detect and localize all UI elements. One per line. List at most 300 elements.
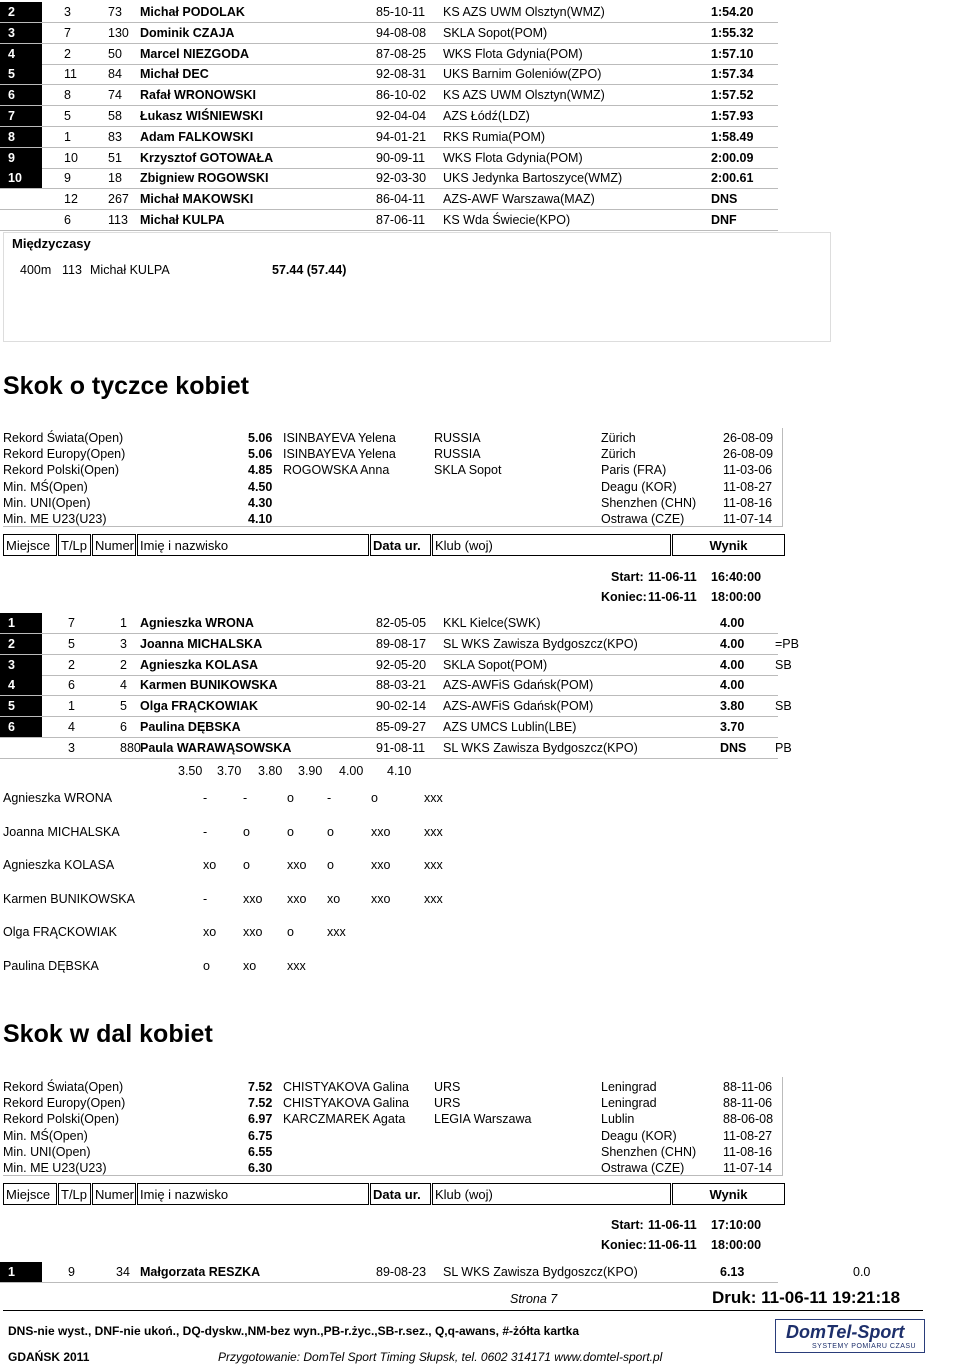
birth-date: 85-10-11 [376, 5, 426, 19]
place-cell [0, 148, 42, 169]
split-name: Michał KULPA [90, 263, 170, 277]
club: AZS Łódź(LDZ) [443, 109, 530, 123]
pv-start-label: Start: [611, 570, 644, 584]
result-row [0, 613, 778, 634]
result-row [0, 106, 778, 127]
athlete-name: Michał DEC [140, 67, 209, 82]
birth-date: 87-08-25 [376, 46, 427, 61]
record-note: 0.0 [853, 1265, 871, 1279]
lane: 8 [64, 88, 71, 103]
record-place: Shenzhen (CHN) [601, 495, 697, 510]
bib: 84 [108, 67, 122, 82]
record-country: URS [434, 1096, 461, 1111]
trial-mark: - [203, 891, 208, 906]
birth-date: 92-08-31 [376, 67, 427, 82]
record-athlete: ISINBAYEVA Yelena [283, 447, 396, 462]
birth-date: 89-08-23 [376, 1265, 427, 1279]
trial-mark: - [203, 791, 208, 805]
place: 4 [8, 678, 15, 693]
birth-date: 92-05-20 [376, 657, 427, 672]
lane: 7 [64, 25, 71, 40]
trial-mark: xxx [424, 791, 443, 805]
place: 2 [8, 636, 15, 651]
record-athlete: KARCZMAREK Agata [283, 1112, 406, 1127]
height-label: 3.90 [298, 764, 323, 778]
club: SL WKS Zawisza Bydgoszcz(KPO) [443, 636, 638, 651]
athlete-name: Olga FRĄCKOWIAK [140, 699, 259, 714]
athlete-name: Dominik CZAJA [140, 25, 235, 40]
height-label: 3.80 [258, 764, 283, 778]
place-cell [0, 127, 42, 148]
place: 10 [8, 171, 22, 186]
trial-mark: xxo [371, 891, 391, 906]
records-border [3, 428, 783, 527]
trial-mark: xo [203, 925, 217, 940]
record-note: =PB [775, 636, 799, 651]
athlete-name: Marcel NIEZGODA [140, 46, 250, 61]
header-result: Wynik [672, 1183, 785, 1205]
lane: 4 [68, 720, 75, 734]
trial-mark: xxx [327, 925, 346, 940]
place: 5 [8, 699, 15, 714]
birth-date: 86-10-02 [376, 88, 427, 103]
header-dob: Data ur. [370, 1183, 431, 1205]
record-value: 7.52 [248, 1096, 273, 1111]
bib: 50 [108, 46, 122, 61]
place-cell [0, 675, 42, 696]
record-label: Min. MŚ(Open) [3, 479, 88, 494]
trial-mark: o [327, 858, 334, 873]
record-label: Rekord Świata(Open) [3, 431, 124, 445]
header-club: Klub (woj) [432, 1183, 671, 1205]
record-place: Leningrad [601, 1080, 657, 1094]
birth-date: 91-08-11 [376, 740, 426, 755]
athlete-name: Agnieszka KOLASA [140, 657, 259, 672]
trial-mark: - [203, 824, 208, 839]
place: 1 [8, 1265, 15, 1279]
athlete-name: Paula WARAWĄSOWSKA [140, 740, 292, 755]
lane: 12 [64, 192, 78, 207]
record-place: Ostrawa (CZE) [601, 512, 685, 526]
bib: 83 [108, 129, 122, 144]
result: 2:00.61 [711, 171, 754, 186]
header-dob: Data ur. [370, 534, 431, 556]
bib: 2 [120, 657, 127, 672]
logo-main: DomTel-Sport [786, 1322, 905, 1342]
logo-sub: SYSTEMY POMIARU CZASU [812, 1343, 917, 1350]
trial-mark: xxo [287, 858, 307, 873]
result: 1:57.52 [711, 88, 754, 103]
bib: 18 [108, 171, 122, 186]
record-date: 11-08-27 [723, 479, 773, 494]
record-date: 88-11-06 [723, 1096, 773, 1111]
record-date: 11-08-16 [723, 495, 773, 510]
trial-athlete: Paulina DĘBSKA [3, 959, 99, 973]
bib: 267 [108, 192, 129, 207]
row-divider [0, 758, 778, 759]
record-value: 5.06 [248, 447, 273, 462]
record-label: Min. MŚ(Open) [3, 1128, 88, 1143]
record-value: 4.10 [248, 512, 273, 526]
club: KS AZS UWM Olsztyn(WMZ) [443, 5, 605, 19]
trial-mark: xxo [243, 891, 263, 906]
record-note: SB [775, 657, 792, 672]
result: 2:00.09 [711, 150, 754, 165]
result: 1:57.10 [711, 46, 754, 61]
place-cell [0, 696, 42, 717]
result: DNS [720, 740, 747, 755]
club: KS AZS UWM Olsztyn(WMZ) [443, 88, 605, 103]
result: 4.00 [720, 636, 745, 651]
record-place: Deagu (KOR) [601, 1128, 677, 1143]
result-row [0, 148, 778, 169]
result-row [0, 655, 792, 676]
result-row [0, 189, 778, 210]
height-label: 3.70 [217, 764, 242, 778]
trial-mark: xo [243, 959, 257, 973]
lane: 6 [64, 213, 71, 227]
records-border [3, 1077, 783, 1176]
bib: 130 [108, 25, 129, 40]
birth-date: 85-09-27 [376, 720, 427, 734]
place-cell [0, 2, 42, 23]
club: AZS UMCS Lublin(LBE) [443, 720, 577, 734]
place: 8 [8, 129, 15, 144]
record-date: 11-07-14 [723, 512, 773, 526]
athlete-name: Paulina DĘBSKA [140, 720, 241, 734]
record-athlete: CHISTYAKOVA Galina [283, 1080, 409, 1094]
record-value: 4.30 [248, 495, 273, 510]
result: 3.80 [720, 699, 745, 714]
place-cell [0, 44, 42, 65]
record-place: Zürich [601, 447, 636, 462]
bib: 58 [108, 109, 122, 123]
lane: 10 [64, 150, 78, 165]
place-cell [0, 64, 42, 85]
birth-date: 89-08-17 [376, 636, 427, 651]
footer-city: GDAŃSK 2011 [8, 1350, 90, 1364]
birth-date: 90-09-11 [376, 150, 426, 165]
place-cell [0, 106, 42, 127]
trial-mark: o [287, 824, 294, 839]
athlete-name: Zbigniew ROGOWSKI [140, 171, 269, 186]
athlete-name: Krzysztof GOTOWAŁA [140, 150, 274, 165]
record-label: Rekord Polski(Open) [3, 463, 120, 478]
athlete-name: Adam FALKOWSKI [140, 129, 254, 144]
record-place: Deagu (KOR) [601, 479, 677, 494]
record-value: 6.55 [248, 1144, 273, 1159]
record-place: Shenzhen (CHN) [601, 1144, 697, 1159]
height-label: 4.10 [387, 764, 412, 778]
record-country: RUSSIA [434, 431, 481, 445]
trial-mark: o [287, 791, 294, 805]
record-date: 11-07-14 [723, 1161, 773, 1175]
trial-mark: - [327, 791, 332, 805]
bib: 34 [116, 1265, 130, 1279]
bib: 3 [120, 636, 127, 651]
page-number: Strona 7 [510, 1292, 558, 1306]
record-note: PB [775, 740, 792, 755]
birth-date: 94-01-21 [376, 129, 427, 144]
result: 4.00 [720, 616, 745, 630]
result: 1:57.93 [711, 109, 754, 123]
footer-prep: Przygotowanie: DomTel Sport Timing Słupsk, tel. 0602 314171 www.domtel-sport.pl [218, 1350, 663, 1364]
athlete-name: Karmen BUNIKOWSKA [140, 678, 278, 693]
place-cell [0, 168, 42, 189]
place: 4 [8, 46, 15, 61]
lane: 1 [68, 699, 75, 714]
club: UKS Jedynka Bartoszyce(WMZ) [443, 171, 623, 186]
record-label: Rekord Polski(Open) [3, 1112, 120, 1127]
record-value: 6.30 [248, 1161, 273, 1175]
trial-athlete: Karmen BUNIKOWSKA [3, 891, 135, 906]
result: 3.70 [720, 720, 745, 734]
birth-date: 88-03-21 [376, 678, 427, 693]
record-date: 88-06-08 [723, 1112, 774, 1127]
record-country: LEGIA Warszawa [434, 1112, 532, 1127]
lane: 11 [64, 67, 77, 82]
place: 3 [8, 25, 15, 40]
birth-date: 86-04-11 [376, 192, 426, 207]
place: 5 [8, 67, 15, 82]
record-athlete: CHISTYAKOVA Galina [283, 1096, 409, 1111]
trial-row [3, 858, 503, 876]
result: 6.13 [720, 1265, 745, 1279]
bib: 5 [120, 699, 127, 714]
header-numer: Numer [92, 1183, 136, 1205]
result-row [0, 127, 778, 148]
result: 1:55.32 [711, 25, 754, 40]
result-row [0, 2, 778, 23]
place: 3 [8, 657, 15, 672]
athlete-name: Michał PODOLAK [140, 5, 245, 19]
pv-end-label: Koniec: [601, 590, 647, 604]
athlete-name: Michał KULPA [140, 213, 225, 227]
record-athlete: ISINBAYEVA Yelena [283, 431, 396, 445]
athlete-name: Michał MAKOWSKI [140, 192, 254, 207]
result-row [0, 85, 778, 106]
print-timestamp: Druk: 11-06-11 19:21:18 [712, 1288, 901, 1307]
result: DNS [711, 192, 738, 207]
record-place: Zürich [601, 431, 636, 445]
record-value: 4.85 [248, 463, 273, 478]
result: 4.00 [720, 657, 745, 672]
header-name: Imię i nazwisko [137, 534, 369, 556]
club: UKS Barnim Goleniów(ZPO) [443, 67, 602, 82]
split-dist: 400m [20, 263, 52, 277]
record-place: Lublin [601, 1112, 635, 1127]
trial-row [3, 791, 503, 809]
footer-legend: DNS-nie wyst., DNF-nie ukoń., DQ-dyskw.,NM-bez wyn.,PB-r.życ.,SB-r.sez., Q,q-awans, #-żółta kartka [8, 1324, 580, 1338]
place-cell [0, 634, 42, 655]
club: KS Wda Świecie(KPO) [443, 213, 571, 227]
record-place: Paris (FRA) [601, 463, 667, 478]
result: 4.00 [720, 678, 745, 693]
result-row [0, 696, 792, 717]
result: 1:54.20 [711, 5, 754, 19]
header-tlp: T/Lp [58, 1183, 91, 1205]
result-row [0, 675, 778, 696]
split-bib: 113 [62, 263, 82, 277]
trial-row [3, 925, 503, 943]
lj-end-date: 11-06-11 [648, 1238, 697, 1252]
athlete-name: Łukasz WIŚNIEWSKI [140, 109, 263, 123]
trial-mark: xxo [371, 824, 391, 839]
bib: 880 [120, 740, 141, 755]
result-row [0, 64, 778, 85]
height-label: 3.50 [178, 764, 203, 778]
result: 1:57.34 [711, 67, 754, 82]
record-place: Ostrawa (CZE) [601, 1161, 685, 1175]
splits-box [3, 232, 831, 342]
bib: 1 [120, 616, 127, 630]
place: 1 [8, 616, 15, 630]
lane: 9 [68, 1265, 75, 1279]
lane: 5 [64, 109, 71, 123]
place-cell [0, 85, 42, 106]
place: 6 [8, 720, 15, 734]
place: 9 [8, 150, 15, 165]
trial-mark: xxo [243, 925, 263, 940]
result-row [0, 23, 778, 44]
athlete-name: Joanna MICHALSKA [140, 636, 263, 651]
place: 7 [8, 109, 15, 123]
bib: 6 [120, 720, 127, 734]
record-label: Rekord Świata(Open) [3, 1080, 124, 1094]
club: KKL Kielce(SWK) [443, 616, 541, 630]
trial-row [3, 959, 503, 977]
place-cell [0, 655, 42, 676]
club: RKS Rumia(POM) [443, 129, 546, 144]
place-cell [0, 717, 42, 738]
trial-mark: xxx [424, 858, 443, 873]
record-place: Leningrad [601, 1096, 657, 1111]
trial-mark: o [327, 824, 334, 839]
record-value: 5.06 [248, 431, 273, 445]
record-date: 26-08-09 [723, 431, 774, 445]
trial-mark: xxx [424, 824, 443, 839]
lane: 5 [68, 636, 75, 651]
record-country: URS [434, 1080, 461, 1094]
lj-end-label: Koniec: [601, 1238, 647, 1252]
record-value: 7.52 [248, 1080, 273, 1094]
birth-date: 92-04-04 [376, 109, 427, 123]
club: AZS-AWFiS Gdańsk(POM) [443, 678, 594, 693]
trial-athlete: Agnieszka WRONA [3, 791, 113, 805]
record-label: Min. UNI(Open) [3, 495, 91, 510]
lj-start-date: 11-06-11 [648, 1218, 697, 1232]
trial-mark: xxo [371, 858, 391, 873]
header-miejsce: Miejsce [3, 534, 57, 556]
result-row [0, 44, 778, 65]
club: SKLA Sopot(POM) [443, 25, 548, 40]
record-date: 26-08-09 [723, 447, 774, 462]
record-country: RUSSIA [434, 447, 481, 462]
place-cell [0, 23, 42, 44]
trial-mark: o [243, 858, 250, 873]
place-cell [0, 1262, 42, 1283]
trial-mark: xxo [287, 891, 307, 906]
lj-start-time: 17:10:00 [711, 1218, 762, 1232]
trial-mark: xo [203, 858, 217, 873]
club: WKS Flota Gdynia(POM) [443, 46, 583, 61]
header-result: Wynik [672, 534, 785, 556]
club: AZS-AWF Warszawa(MAZ) [443, 192, 595, 207]
record-date: 11-08-16 [723, 1144, 773, 1159]
bib: 74 [108, 88, 122, 103]
lane: 2 [64, 46, 71, 61]
trial-mark: - [243, 791, 248, 805]
record-label: Rekord Europy(Open) [3, 1096, 126, 1111]
result-row [0, 738, 792, 759]
record-country: SKLA Sopot [434, 463, 502, 478]
club: AZS-AWFiS Gdańsk(POM) [443, 699, 594, 714]
lane: 1 [64, 129, 71, 144]
lane: 3 [64, 5, 71, 19]
athlete-name: Rafał WRONOWSKI [140, 88, 256, 103]
record-value: 6.97 [248, 1112, 273, 1127]
domtel-logo [775, 1319, 925, 1353]
header-numer: Numer [92, 534, 136, 556]
row-divider [0, 230, 778, 231]
trial-row [3, 825, 503, 843]
record-date: 88-11-06 [723, 1080, 773, 1094]
pole-vault-title: Skok o tyczce kobiet [3, 372, 249, 400]
lane: 7 [68, 616, 75, 630]
lane: 2 [68, 657, 75, 672]
trial-athlete: Agnieszka KOLASA [3, 858, 115, 873]
bib: 73 [108, 5, 122, 19]
height-label: 4.00 [339, 764, 364, 778]
club: SL WKS Zawisza Bydgoszcz(KPO) [443, 740, 638, 755]
birth-date: 87-06-11 [376, 213, 426, 227]
lane: 6 [68, 678, 75, 693]
pv-start-time: 16:40:00 [711, 570, 762, 584]
pv-end-time: 18:00:00 [711, 590, 762, 604]
result-row [0, 168, 778, 189]
place: 6 [8, 88, 15, 103]
header-tlp: T/Lp [58, 534, 91, 556]
trial-mark: o [243, 824, 250, 839]
header-club: Klub (woj) [432, 534, 671, 556]
result-row [0, 210, 778, 231]
trial-athlete: Joanna MICHALSKA [3, 824, 120, 839]
trial-mark: o [203, 959, 210, 973]
record-value: 6.75 [248, 1128, 273, 1143]
splits-label: Międzyczasy [12, 236, 91, 251]
record-label: Min. ME U23(U23) [3, 512, 107, 526]
record-value: 4.50 [248, 479, 273, 494]
row-divider [0, 1282, 778, 1283]
place-cell [0, 613, 42, 634]
athlete-name: Agnieszka WRONA [140, 616, 254, 630]
record-label: Rekord Europy(Open) [3, 447, 126, 462]
place: 2 [8, 5, 15, 19]
result: 1:58.49 [711, 129, 754, 144]
trial-mark: xxx [424, 891, 443, 906]
bib: 51 [108, 150, 122, 165]
athlete-name: Małgorzata RESZKA [140, 1265, 261, 1279]
record-note: SB [775, 699, 792, 714]
pv-start-date: 11-06-11 [648, 570, 697, 584]
birth-date: 82-05-05 [376, 616, 427, 630]
trial-mark: xo [327, 891, 341, 906]
birth-date: 94-08-08 [376, 25, 427, 40]
club: WKS Flota Gdynia(POM) [443, 150, 583, 165]
result: DNF [711, 213, 737, 227]
bib: 113 [108, 213, 128, 227]
record-label: Min. ME U23(U23) [3, 1161, 107, 1175]
